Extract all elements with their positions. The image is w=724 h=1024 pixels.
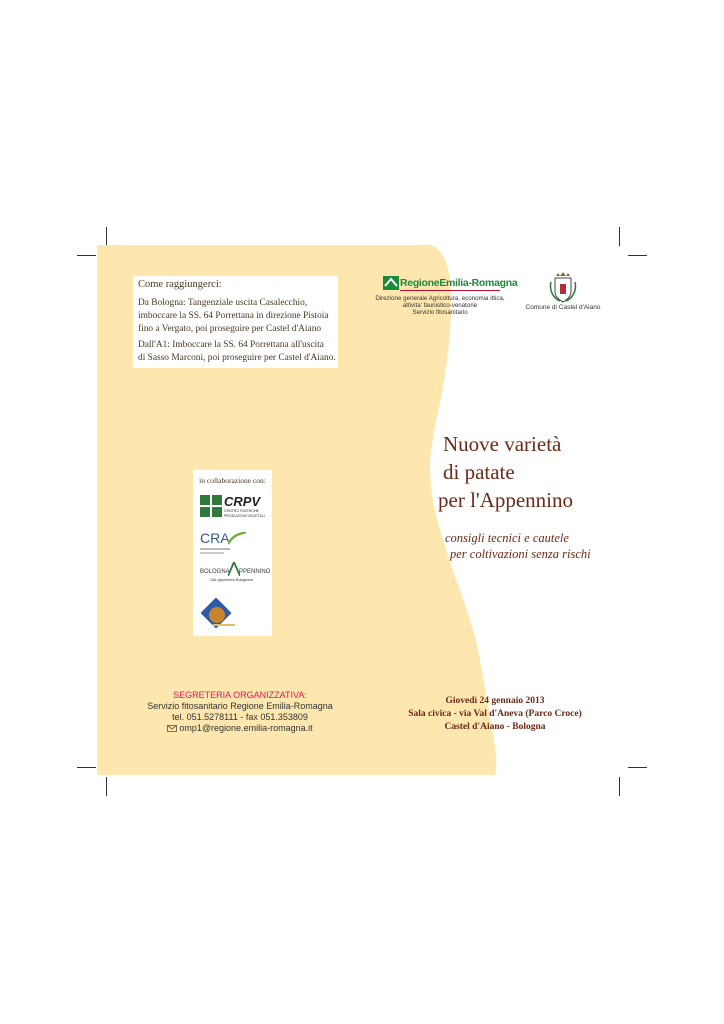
title-line: di patate <box>443 460 515 484</box>
crpv-sub: PRODUZIONI VEGETALI <box>224 514 265 518</box>
envelope-icon <box>167 725 177 732</box>
event-place: Sala civica - via Val d'Aneva (Parco Croce) <box>408 709 582 719</box>
crpv-name: CRPV <box>224 494 261 509</box>
partner-emblem-icon <box>201 598 237 632</box>
title-line: Nuove varietà <box>443 432 562 456</box>
directions-line: fino a Vergato, poi proseguire per Castel d'Aiano <box>138 324 322 334</box>
comune-label: Comune di Castel d'Aiano <box>525 304 601 311</box>
segreteria-phone: tel. 051.5278111 - fax 051.353809 <box>172 712 308 722</box>
collaboration-label: in collaborazione con: <box>199 476 266 485</box>
regione-line: attivita' faunistico-venatorie <box>402 302 478 309</box>
subtitle-line: per coltivazioni senza rischi <box>450 547 591 561</box>
regione-line: Servizio fitosanitario <box>412 309 468 316</box>
directions-line: di Sasso Marconi, poi proseguire per Castel d'Aiano. <box>138 353 336 363</box>
regione-logo <box>383 274 518 294</box>
segreteria-title: SEGRETERIA ORGANIZZATIVA: <box>173 690 307 700</box>
segreteria-email-row <box>140 723 340 733</box>
directions-line: Da Bologna: Tangenziale uscita Casalecchio, <box>138 298 308 308</box>
crpv-logo <box>200 495 268 521</box>
title-line: per l'Appennino <box>438 488 574 512</box>
regione-flag-icon <box>383 276 399 290</box>
segreteria-email[interactable]: omp1@regione.emilia-romagna.it <box>179 723 313 733</box>
event-date: Giovedì 24 gennaio 2013 <box>445 696 545 706</box>
directions-line: Dall'A1: Imboccare la SS. 64 Porrettana all'uscita <box>138 340 324 350</box>
gal-sub: GAL Appennino Bolognese <box>210 578 254 582</box>
regione-logo-rule <box>400 290 500 291</box>
gal-logo <box>200 562 270 586</box>
regione-logo-text: RegioneEmilia-Romagna <box>400 277 518 289</box>
cra-logo <box>200 530 260 558</box>
cra-rule <box>200 552 224 554</box>
comune-crest-icon <box>548 272 578 304</box>
segreteria-line: Servizio fitosanitario Regione Emilia-Romagna <box>147 701 333 711</box>
crpv-sub: CENTRO RICERCHE <box>224 509 259 513</box>
gal-name: PPENNINO <box>239 569 271 575</box>
regione-line: Direzione generale Agricoltura, economia ittica, <box>375 295 505 302</box>
directions-line: imboccare la SS. 64 Porrettana in direzione Pistoia <box>138 311 329 321</box>
crpv-leaf-icon <box>200 495 222 519</box>
event-city: Castel d'Aiano - Bologna <box>444 722 546 732</box>
gal-name: BOLOGNA <box>200 569 230 575</box>
cra-rule <box>200 548 230 550</box>
subtitle-line: consigli tecnici e cautele <box>445 531 569 545</box>
cra-name: CRA <box>200 530 230 546</box>
cra-swoosh-icon <box>228 532 246 546</box>
directions-title: Come raggiungerci: <box>138 279 222 290</box>
